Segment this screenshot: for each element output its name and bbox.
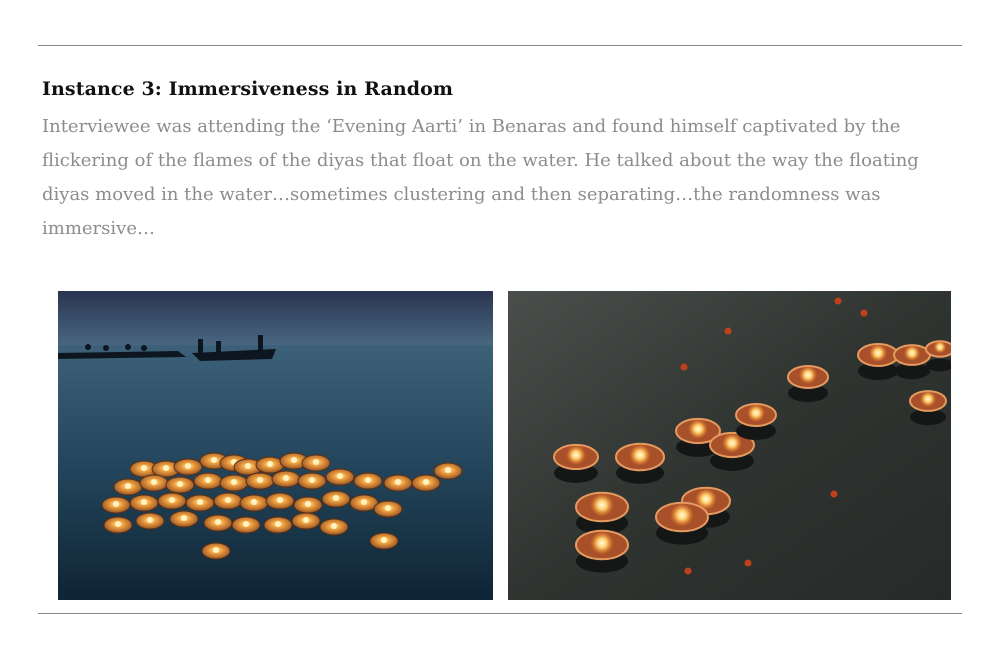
photo-floating-diyas [508, 291, 951, 600]
section-heading: Instance 3: Immersiveness in Random [42, 78, 454, 100]
section-paragraph: Interviewee was attending the ‘Evening Aarti’ in Benaras and found himself captivated by the flickering of the flames of the diyas that float on the water. He talked about the way the floating diyas moved in the water…sometimes clustering and then separating…the randomness was immersive… [42, 116, 919, 239]
photo-boats-and-diyas [58, 291, 493, 600]
bottom-divider [38, 613, 962, 614]
top-divider [38, 45, 962, 46]
